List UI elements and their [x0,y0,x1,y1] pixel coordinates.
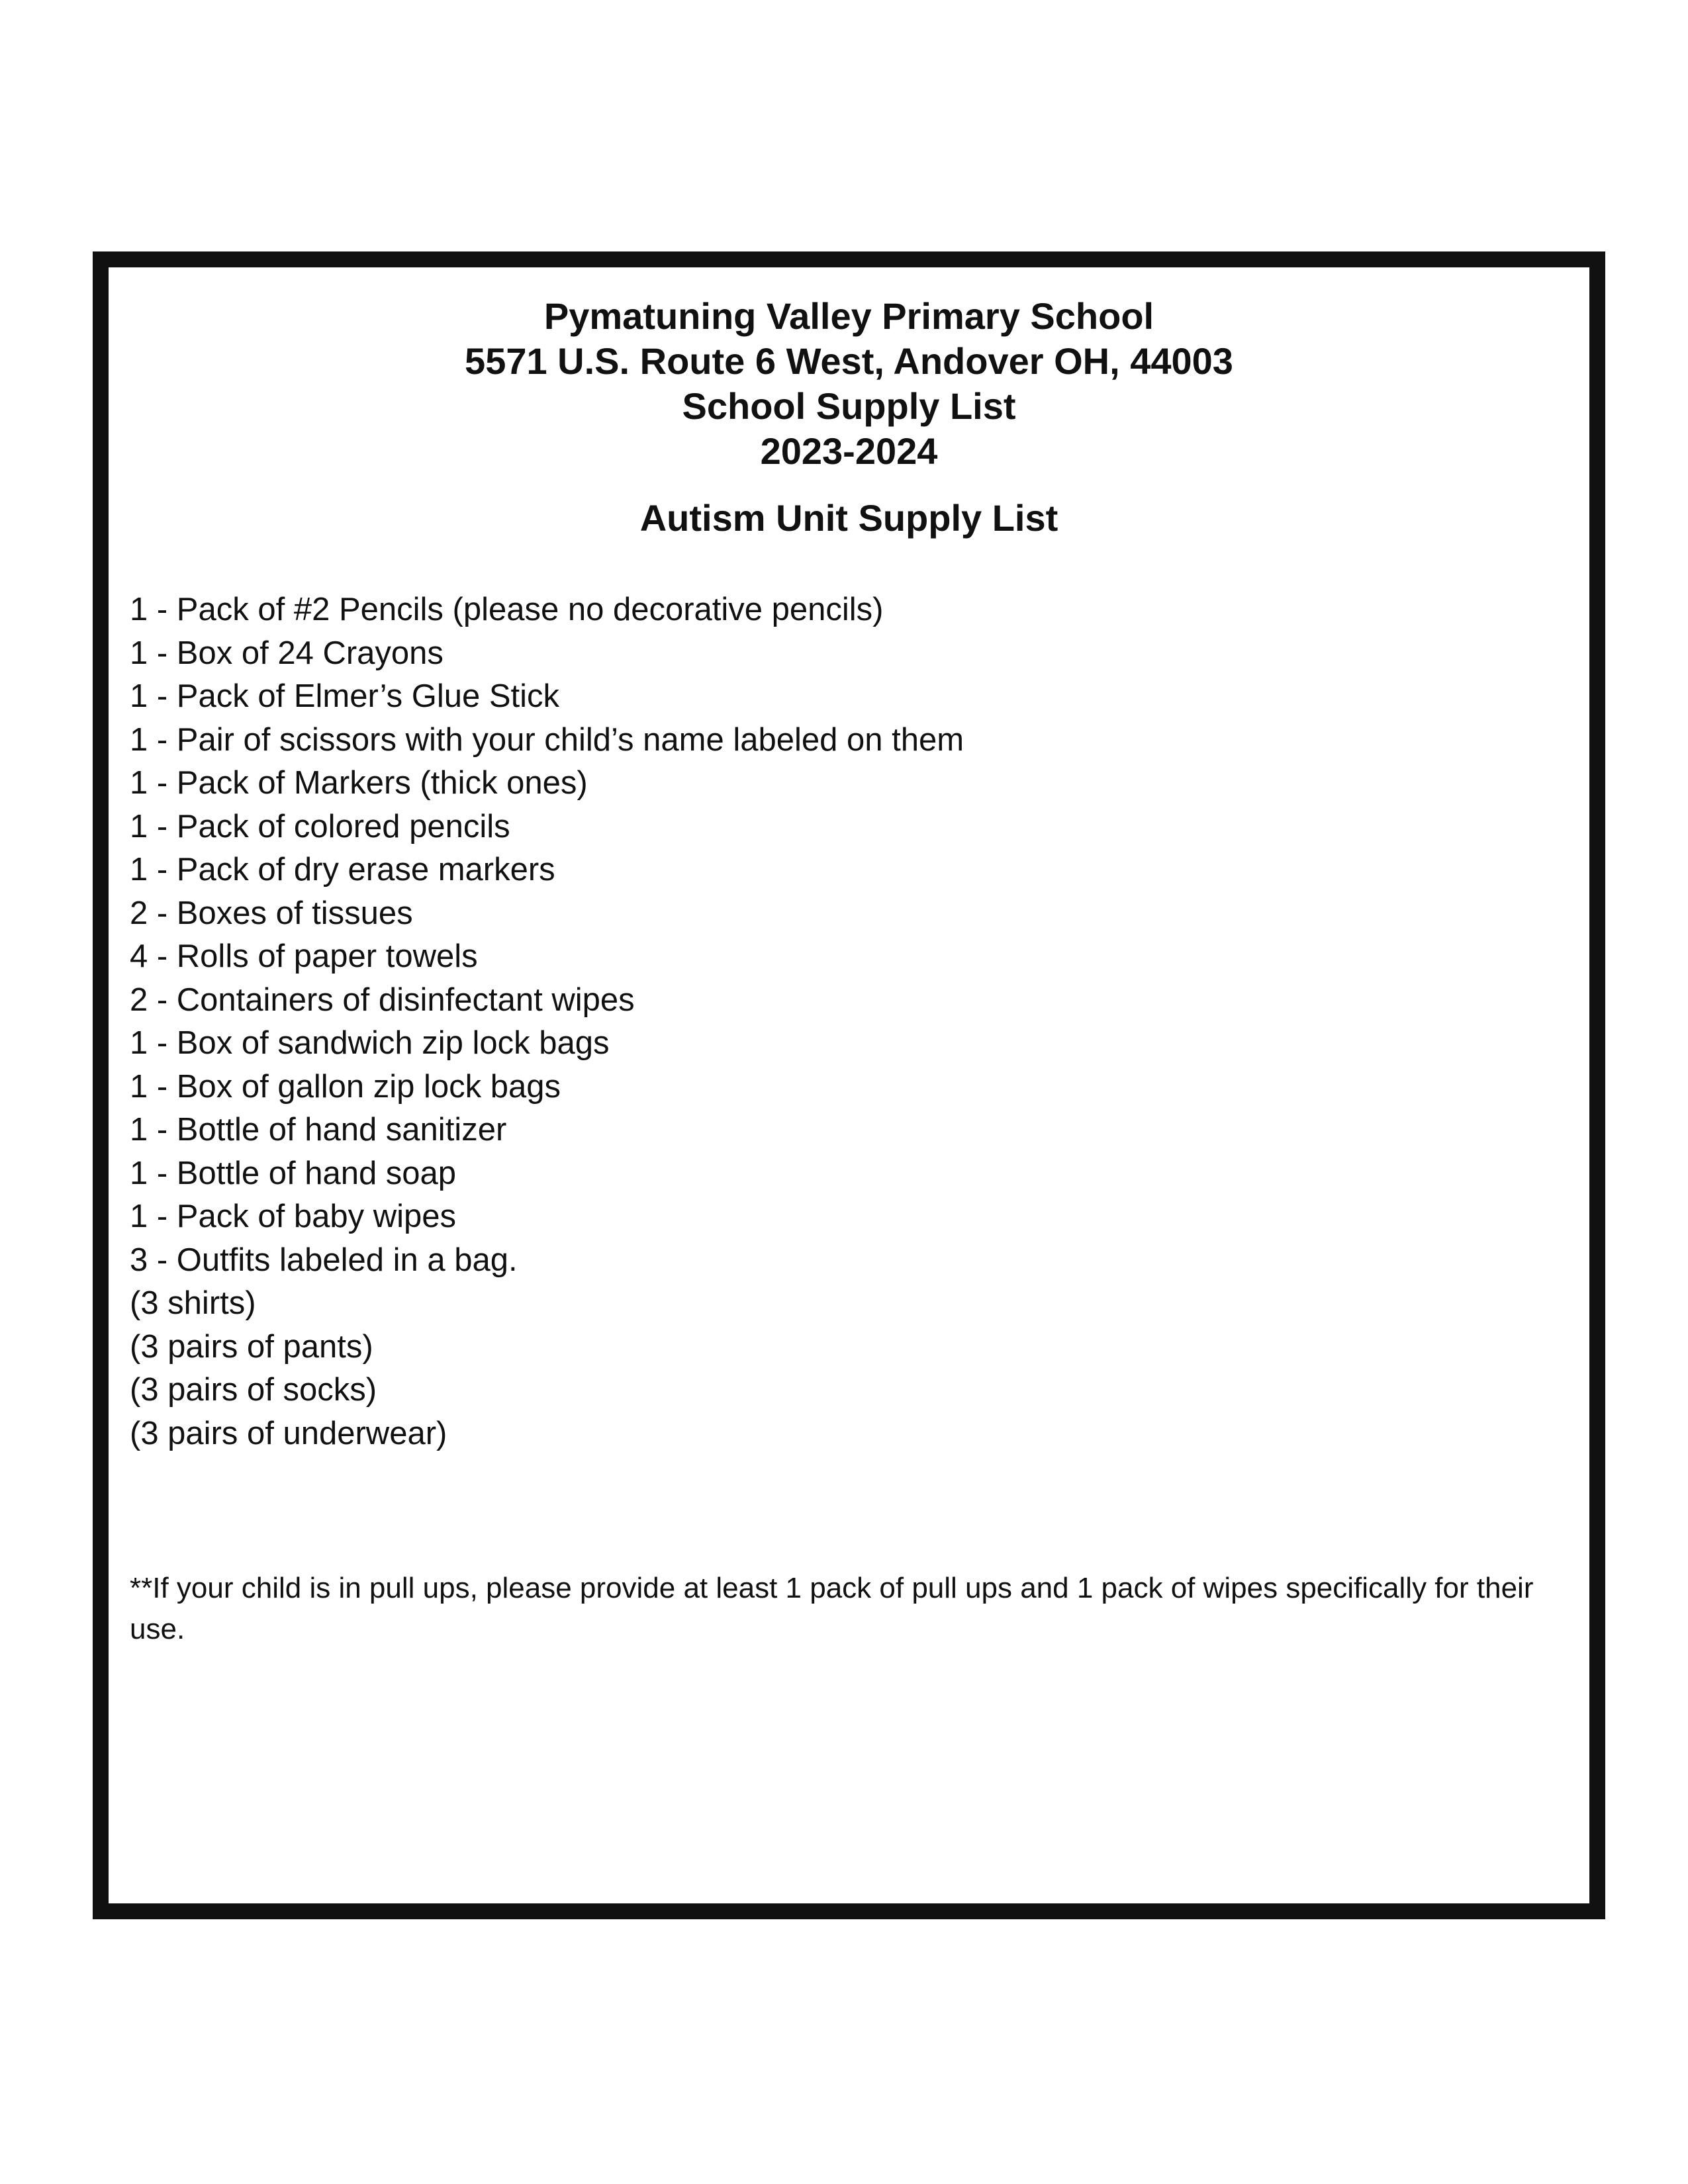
school-address: 5571 U.S. Route 6 West, Andover OH, 44003 [465,340,1233,382]
list-item: 1 - Bottle of hand sanitizer [130,1112,507,1148]
school-year: 2023-2024 [760,430,938,472]
list-item: (3 pairs of underwear) [130,1415,447,1451]
list-item: 2 - Containers of disinfectant wipes [130,981,635,1018]
list-item: (3 shirts) [130,1285,256,1321]
list-item: 1 - Pack of Elmer’s Glue Stick [130,678,560,714]
document-frame [93,251,1605,1919]
list-title: School Supply List [682,385,1016,427]
list-item: (3 pairs of pants) [130,1328,373,1365]
school-name: Pymatuning Valley Primary School [543,295,1154,337]
list-item: 1 - Box of sandwich zip lock bags [130,1025,610,1061]
list-item: 1 - Pack of colored pencils [130,808,510,844]
list-item: 1 - Pack of dry erase markers [130,852,555,887]
list-item: (3 pairs of socks) [130,1372,377,1408]
supply-list [130,588,964,1455]
unit-title: Autism Unit Supply List [639,497,1058,539]
list-item: 1 - Bottle of hand soap [130,1155,457,1191]
list-item: 1 - Pack of Markers (thick ones) [130,765,588,801]
footnote: **If your child is in pull ups, please provide at least 1 pack of pull ups and 1 pack of wipes specifically for their use. [130,1572,1534,1645]
document-header [109,294,1589,474]
list-item: 1 - Box of gallon zip lock bags [130,1068,561,1105]
list-item: 1 - Pack of #2 Pencils (please no decorative pencils) [130,592,884,627]
list-item: 1 - Box of 24 Crayons [130,635,444,671]
list-item: 1 - Pack of baby wipes [130,1199,456,1234]
list-item: 4 - Rolls of paper towels [130,938,478,974]
list-item: 1 - Pair of scissors with your child’s name labeled on them [130,721,964,758]
list-item: 2 - Boxes of tissues [130,895,413,931]
list-item: 3 - Outfits labeled in a bag. [130,1242,518,1278]
